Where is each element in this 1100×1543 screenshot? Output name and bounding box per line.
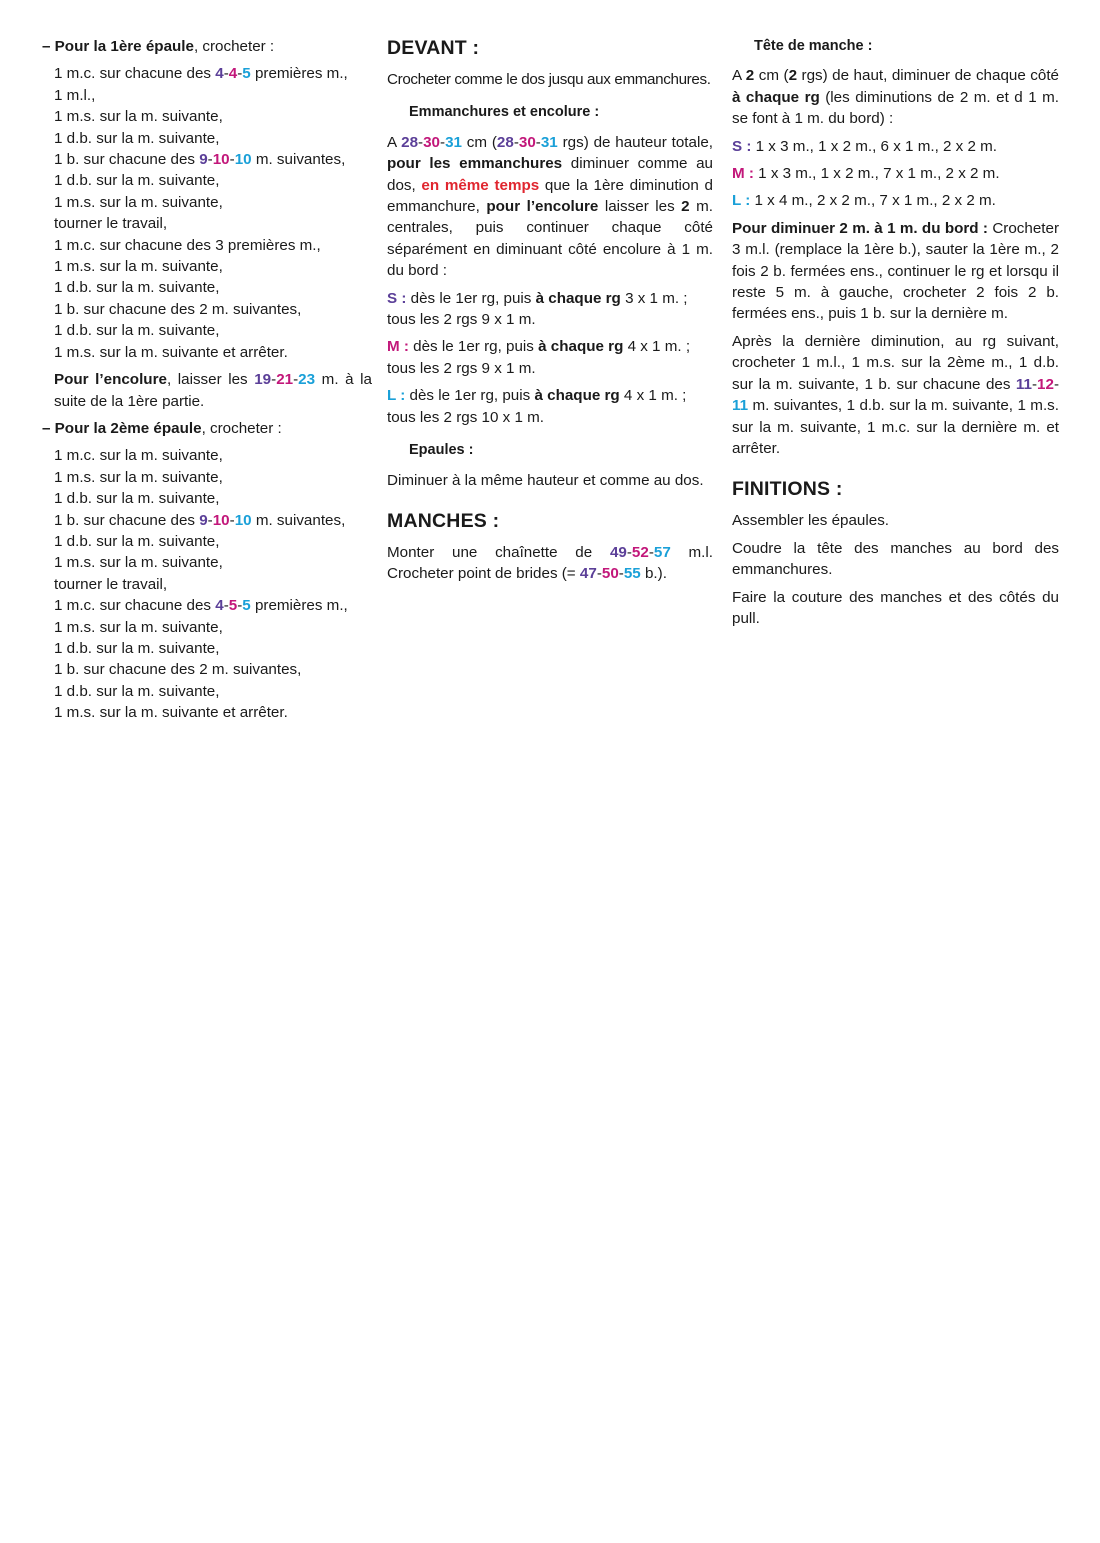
step-line: tourner le travail,	[54, 575, 168, 593]
first-shoulder-heading: – Pour la 1ère épaule, crocheter :	[42, 38, 275, 55]
finitions-heading: FINITIONS :	[732, 478, 843, 501]
size-m-decreases: M : dès le 1er rg, puis à chaque rg 4 x 1 m. ; tous les 2 rgs 9 x 1 m.	[387, 338, 691, 377]
step-line: 1 m.s. sur la m. suivante,	[54, 468, 223, 486]
step-line: 1 m.s. sur la m. suivante,	[54, 193, 223, 211]
step-line: 1 m.c. sur chacune des 4-4-5 premières m.,	[54, 65, 348, 83]
step-line: 1 m.s. sur la m. suivante,	[54, 618, 223, 636]
step-line: tourner le travail,	[54, 215, 168, 233]
step-line: 1 b. sur chacune des 2 m. suivantes,	[54, 661, 302, 679]
devant-paragraph: Crocheter comme le dos jusqu aux emmanchures.	[387, 71, 711, 88]
size-s-decreases: S : dès le 1er rg, puis à chaque rg 3 x 1 m. ; tous les 2 rgs 9 x 1 m.	[387, 289, 688, 329]
step-line: 1 m.s. sur la m. suivante,	[54, 258, 223, 276]
second-shoulder-steps	[42, 445, 372, 723]
size-l-decreases: L : dès le 1er rg, puis à chaque rg 4 x 1 m. ; tous les 2 rgs 10 x 1 m.	[387, 387, 687, 426]
size-m-sleeve: M : 1 x 3 m., 1 x 2 m., 7 x 1 m., 2 x 2 m.	[732, 165, 1000, 183]
epaules-paragraph: Diminuer à la même hauteur et comme au dos.	[387, 471, 704, 489]
step-line: 1 d.b. sur la m. suivante,	[54, 129, 220, 147]
step-line: 1 b. sur chacune des 9-10-10 m. suivantes,	[54, 151, 346, 169]
epaules-heading: Epaules :	[409, 442, 474, 459]
step-line: 1 m.s. sur la m. suivante,	[54, 108, 223, 126]
neckline-paragraph: Pour l’encolure, laisser les 19-21-23 m. à la suite de la 1ère partie.	[54, 371, 372, 410]
step-line: 1 m.c. sur la m. suivante,	[54, 447, 223, 465]
emmanchures-paragraph: A 28-30-31 cm (28-30-31 rgs) de hauteur totale, pour les emmanchures diminuer comme au dos, en même temps que la 1ère diminution d emmanchure, pour l’encolure laisser les 2 m. centrales, puis continuer chaque côté séparément en diminuant côté encolure à 1 m. du bord :	[387, 133, 714, 280]
step-line: 1 m.s. sur la m. suivante,	[54, 554, 223, 572]
step-line: 1 d.b. sur la m. suivante,	[54, 639, 220, 657]
second-shoulder-heading: – Pour la 2ème épaule, crocheter :	[42, 419, 282, 437]
step-line: 1 d.b. sur la m. suivante,	[54, 490, 220, 508]
step-line: 1 d.b. sur la m. suivante,	[54, 532, 220, 550]
first-shoulder-steps	[42, 63, 372, 363]
column-middle	[387, 36, 713, 591]
diminuer-paragraph: Pour diminuer 2 m. à 1 m. du bord : Crocheter 3 m.l. (remplace la 1ère b.), sauter la 1ère m., 2 fois 2 b. fermées ens., continuer le rg et lorsqu il reste 5 m. à gauche, crocheter 2 fois 2 b. fermées ens., puis 1 b. sur la dernière m.	[732, 219, 1059, 323]
size-s-sleeve: S : 1 x 3 m., 1 x 2 m., 6 x 1 m., 2 x 2 m.	[732, 137, 998, 155]
step-line: 1 m.s. sur la m. suivante et arrêter.	[54, 343, 288, 361]
emmanchures-heading: Emmanchures et encolure :	[409, 104, 600, 121]
finitions-line-2: Coudre la tête des manches au bord des emmanchures.	[732, 539, 1059, 579]
devant-heading: DEVANT :	[387, 37, 480, 59]
step-line: 1 m.s. sur la m. suivante et arrêter.	[54, 704, 288, 722]
step-line: 1 m.c. sur chacune des 3 premières m.,	[54, 236, 321, 254]
finitions-line-3: Faire la couture des manches et des côtés du pull.	[732, 588, 1059, 627]
step-line: 1 d.b. sur la m. suivante,	[54, 322, 220, 340]
step-line: 1 d.b. sur la m. suivante,	[54, 682, 220, 700]
apres-paragraph: Après la dernière diminution, au rg suivant, crocheter 1 m.l., 1 m.s. sur la 2ème m., 1 d.b. sur la m. suivante, 1 b. sur chacune des 11-12-11 m. suivantes, 1 d.b. sur la m. suivante, 1 m.s. sur la m. suivante, 1 m.c. sur la dernière m. et arrêter.	[732, 332, 1059, 457]
size-l-sleeve: L : 1 x 4 m., 2 x 2 m., 7 x 1 m., 2 x 2 m.	[732, 192, 996, 210]
step-line: 1 d.b. sur la m. suivante,	[54, 172, 220, 190]
tete-paragraph: A 2 cm (2 rgs) de haut, diminuer de chaque côté à chaque rg (les diminutions de 2 m. et d 1 m. se font à 1 m. du bord) :	[732, 67, 1059, 128]
step-line: 1 b. sur chacune des 2 m. suivantes,	[54, 300, 302, 318]
step-line: 1 m.c. sur chacune des 4-5-5 premières m.,	[54, 597, 348, 615]
column-left	[42, 36, 372, 724]
tete-heading: Tête de manche :	[754, 38, 873, 54]
manches-paragraph: Monter une chaînette de 49-52-57 m.l. Crocheter point de brides (= 47-50-55 b.).	[387, 543, 713, 583]
step-line: 1 d.b. sur la m. suivante,	[54, 279, 220, 297]
manches-heading: MANCHES :	[387, 509, 500, 532]
step-line: 1 b. sur chacune des 9-10-10 m. suivantes,	[54, 511, 346, 529]
column-right	[732, 36, 1059, 635]
finitions-line-1: Assembler les épaules.	[732, 512, 890, 530]
step-line: 1 m.l.,	[54, 86, 96, 104]
